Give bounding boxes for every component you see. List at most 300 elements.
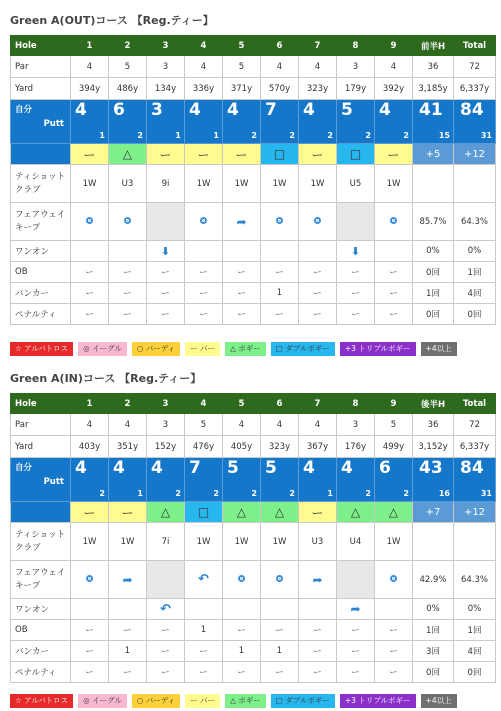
bunker-cell: ー bbox=[147, 641, 185, 662]
tee-club-cell: 1W bbox=[375, 165, 413, 203]
fairway-cell bbox=[109, 561, 147, 599]
fairway-half: 42.9% bbox=[413, 561, 454, 599]
stroke-count: 7 bbox=[189, 458, 201, 478]
tee-club-cell: 1W bbox=[223, 523, 261, 561]
yard-cell: 486y bbox=[109, 78, 147, 100]
ob-cell: ー bbox=[223, 262, 261, 283]
total-header: Total bbox=[454, 394, 496, 414]
ob-cell: ー bbox=[375, 620, 413, 641]
putt-count: 1 bbox=[213, 131, 219, 140]
result-mark-par: ー bbox=[223, 144, 261, 165]
one-on-cell bbox=[71, 241, 109, 262]
score-row bbox=[11, 458, 496, 502]
score-legend bbox=[10, 694, 457, 708]
result-mark-par: ー bbox=[71, 144, 109, 165]
ob-cell: ー bbox=[147, 262, 185, 283]
legend-dbl: □ ダブルボギー bbox=[271, 694, 335, 708]
hole-number: 6 bbox=[261, 36, 299, 56]
putt-count: 2 bbox=[403, 131, 409, 140]
hole-number: 9 bbox=[375, 36, 413, 56]
fairway-keep-icon bbox=[238, 575, 245, 582]
yard-row bbox=[11, 436, 496, 458]
one-on-cell bbox=[185, 599, 223, 620]
half-strokes: 43 bbox=[419, 458, 443, 478]
ob-cell: ー bbox=[185, 262, 223, 283]
par-cell: 4 bbox=[299, 414, 337, 436]
penalty-row bbox=[11, 304, 496, 325]
penalty-row bbox=[11, 662, 496, 683]
ob-cell: ー bbox=[299, 262, 337, 283]
putt-count: 1 bbox=[327, 489, 333, 498]
tee-club-cell: 1W bbox=[185, 165, 223, 203]
total-strokes: 84 bbox=[460, 100, 484, 120]
penalty-cell: ー bbox=[147, 662, 185, 683]
hole-number: 1 bbox=[71, 36, 109, 56]
bunker-cell: 1 bbox=[261, 641, 299, 662]
yard-cell: 323y bbox=[299, 78, 337, 100]
mark-label-cell bbox=[11, 502, 71, 523]
tee-half-empty bbox=[413, 165, 454, 203]
yard-cell: 405y bbox=[223, 436, 261, 458]
putt-count: 1 bbox=[137, 489, 143, 498]
ob-cell: ー bbox=[261, 620, 299, 641]
score-cell[interactable] bbox=[299, 100, 337, 144]
bunker-cell: ー bbox=[299, 641, 337, 662]
one-on-cell bbox=[299, 241, 337, 262]
penalty-cell: ー bbox=[261, 662, 299, 683]
yard-label: Yard bbox=[11, 78, 71, 100]
yard-total: 6,337y bbox=[454, 78, 496, 100]
ob-half: 0回 bbox=[413, 262, 454, 283]
stroke-count: 4 bbox=[303, 458, 315, 478]
penalty-cell: ー bbox=[185, 304, 223, 325]
score-cell[interactable] bbox=[71, 100, 109, 144]
one-on-cell bbox=[337, 599, 375, 620]
one-on-cell bbox=[185, 241, 223, 262]
short-arrow-icon: ⬇ bbox=[350, 244, 361, 258]
one-on-half: 0% bbox=[413, 599, 454, 620]
yard-cell: 336y bbox=[185, 78, 223, 100]
hole-number: 3 bbox=[147, 36, 185, 56]
one-on-cell bbox=[299, 599, 337, 620]
fairway-cell bbox=[71, 561, 109, 599]
hole-number: 6 bbox=[261, 394, 299, 414]
score-cell[interactable] bbox=[109, 458, 147, 502]
bunker-total: 4回 bbox=[454, 283, 496, 304]
ob-label: OB bbox=[11, 620, 71, 641]
one-on-cell bbox=[337, 241, 375, 262]
yard-cell: 403y bbox=[71, 436, 109, 458]
tee-club-cell: U3 bbox=[109, 165, 147, 203]
ob-total: 1回 bbox=[454, 620, 496, 641]
stroke-count: 4 bbox=[379, 100, 391, 120]
hole-number: 5 bbox=[223, 394, 261, 414]
result-mark-bogey: △ bbox=[375, 502, 413, 523]
mark-label-cell bbox=[11, 144, 71, 165]
one-on-cell bbox=[223, 241, 261, 262]
legend-alb: ☆ アルバトロス bbox=[10, 694, 73, 708]
total-putts: 31 bbox=[480, 131, 492, 140]
score-cell[interactable] bbox=[147, 458, 185, 502]
result-mark-par: ー bbox=[375, 144, 413, 165]
legend-par: ー パー bbox=[185, 694, 220, 708]
tee-club-cell: 1W bbox=[299, 165, 337, 203]
yard-cell: 323y bbox=[261, 436, 299, 458]
putt-count: 2 bbox=[213, 489, 219, 498]
par-cell: 4 bbox=[375, 56, 413, 78]
ob-cell: ー bbox=[109, 620, 147, 641]
score-cell[interactable] bbox=[337, 458, 375, 502]
par-cell: 4 bbox=[109, 414, 147, 436]
putt-count: 2 bbox=[251, 489, 257, 498]
one-on-cell bbox=[261, 241, 299, 262]
section-title: Green A(IN)コース 【Reg.ティー】 bbox=[10, 372, 202, 385]
yard-cell: 394y bbox=[71, 78, 109, 100]
half-header: 前半H bbox=[413, 36, 454, 56]
stroke-count: 5 bbox=[341, 100, 353, 120]
hole-number: 9 bbox=[375, 394, 413, 414]
par-cell: 5 bbox=[223, 56, 261, 78]
tee-club-cell: 1W bbox=[375, 523, 413, 561]
legend-4p: +4以上 bbox=[421, 694, 457, 708]
stroke-count: 5 bbox=[227, 458, 239, 478]
bunker-cell: ー bbox=[337, 283, 375, 304]
miss-left-arrow-icon: ↶ bbox=[198, 572, 209, 587]
tee-club-cell: 1W bbox=[223, 165, 261, 203]
putt-count: 2 bbox=[99, 489, 105, 498]
scorecard-table bbox=[10, 393, 496, 683]
putt-count: 2 bbox=[403, 489, 409, 498]
fairway-cell bbox=[185, 203, 223, 241]
par-cell: 4 bbox=[261, 56, 299, 78]
yard-total: 6,337y bbox=[454, 436, 496, 458]
bunker-row bbox=[11, 283, 496, 304]
penalty-label: ペナルティ bbox=[11, 662, 71, 683]
hole-label: Hole bbox=[11, 394, 71, 414]
bunker-cell: ー bbox=[223, 283, 261, 304]
tee-club-label: ティショット クラブ bbox=[11, 165, 71, 203]
hole-number: 2 bbox=[109, 394, 147, 414]
one-on-cell bbox=[71, 599, 109, 620]
fairway-cell bbox=[147, 203, 185, 241]
bunker-total: 4回 bbox=[454, 641, 496, 662]
one-on-row bbox=[11, 599, 496, 620]
fairway-cell bbox=[261, 203, 299, 241]
ob-row bbox=[11, 620, 496, 641]
hole-number: 8 bbox=[337, 394, 375, 414]
fairway-keep-icon bbox=[276, 575, 283, 582]
yard-cell: 176y bbox=[337, 436, 375, 458]
result-mark-par: ー bbox=[147, 144, 185, 165]
one-on-cell bbox=[223, 599, 261, 620]
legend-tri: +3 トリプルボギー bbox=[340, 694, 416, 708]
legend-bir: ○ バーディ bbox=[132, 694, 180, 708]
legend-bir: ○ バーディ bbox=[132, 342, 180, 356]
putt-count: 2 bbox=[289, 489, 295, 498]
fairway-cell bbox=[337, 203, 375, 241]
result-mark-par: ー bbox=[71, 502, 109, 523]
fairway-total: 64.3% bbox=[454, 561, 496, 599]
penalty-cell: ー bbox=[375, 304, 413, 325]
putt-count: 2 bbox=[327, 131, 333, 140]
ob-cell: ー bbox=[71, 262, 109, 283]
score-cell[interactable] bbox=[261, 458, 299, 502]
half-putts: 16 bbox=[438, 489, 450, 498]
hole-number: 5 bbox=[223, 36, 261, 56]
fairway-cell bbox=[299, 203, 337, 241]
hole-number: 2 bbox=[109, 36, 147, 56]
fairway-keep-icon bbox=[276, 217, 283, 224]
result-mark-bogey: △ bbox=[109, 144, 147, 165]
bunker-cell: ー bbox=[185, 641, 223, 662]
half-score-cell bbox=[413, 458, 454, 502]
ob-cell: ー bbox=[299, 620, 337, 641]
stroke-count: 5 bbox=[265, 458, 277, 478]
stroke-count: 4 bbox=[303, 100, 315, 120]
score-cell[interactable] bbox=[261, 100, 299, 144]
half-score-cell bbox=[413, 100, 454, 144]
score-cell[interactable] bbox=[71, 458, 109, 502]
ob-cell: ー bbox=[337, 620, 375, 641]
bunker-cell: ー bbox=[375, 283, 413, 304]
tee-club-cell: 1W bbox=[71, 165, 109, 203]
fairway-keep-icon bbox=[86, 575, 93, 582]
hole-number: 7 bbox=[299, 36, 337, 56]
one-on-total: 0% bbox=[454, 599, 496, 620]
one-on-label: ワンオン bbox=[11, 241, 71, 262]
fairway-label: フェアウェイ キープ bbox=[11, 203, 71, 241]
fairway-keep-icon bbox=[200, 217, 207, 224]
stroke-count: 4 bbox=[75, 100, 87, 120]
score-cell[interactable] bbox=[147, 100, 185, 144]
hole-label: Hole bbox=[11, 36, 71, 56]
half-putts: 15 bbox=[438, 131, 450, 140]
one-on-label: ワンオン bbox=[11, 599, 71, 620]
miss-right-arrow-icon: ➦ bbox=[350, 602, 361, 616]
bunker-cell: ー bbox=[109, 283, 147, 304]
putt-count: 2 bbox=[137, 131, 143, 140]
par-cell: 4 bbox=[71, 414, 109, 436]
fairway-cell bbox=[337, 561, 375, 599]
penalty-cell: ー bbox=[223, 304, 261, 325]
penalty-cell: ー bbox=[109, 662, 147, 683]
fairway-total: 64.3% bbox=[454, 203, 496, 241]
penalty-total: 0回 bbox=[454, 304, 496, 325]
result-mark-par: ー bbox=[299, 144, 337, 165]
fairway-cell bbox=[375, 203, 413, 241]
tee-total-empty bbox=[454, 165, 496, 203]
total-over-par: +12 bbox=[454, 502, 496, 523]
penalty-cell: ー bbox=[109, 304, 147, 325]
miss-right-arrow-icon: ➦ bbox=[312, 572, 323, 587]
one-on-cell bbox=[147, 241, 185, 262]
miss-right-arrow-icon: ➦ bbox=[236, 214, 247, 229]
penalty-cell: ー bbox=[261, 304, 299, 325]
score-cell[interactable] bbox=[109, 100, 147, 144]
yard-cell: 476y bbox=[185, 436, 223, 458]
bunker-label: バンカー bbox=[11, 641, 71, 662]
result-mark-row bbox=[11, 144, 496, 165]
ob-cell: ー bbox=[337, 262, 375, 283]
yard-label: Yard bbox=[11, 436, 71, 458]
tee-club-label: ティショット クラブ bbox=[11, 523, 71, 561]
fairway-label: フェアウェイ キープ bbox=[11, 561, 71, 599]
tee-club-cell: 1W bbox=[261, 165, 299, 203]
yard-cell: 179y bbox=[337, 78, 375, 100]
par-cell: 3 bbox=[337, 414, 375, 436]
one-on-total: 0% bbox=[454, 241, 496, 262]
yard-cell: 371y bbox=[223, 78, 261, 100]
fairway-cell bbox=[299, 561, 337, 599]
ob-cell: ー bbox=[109, 262, 147, 283]
fairway-row bbox=[11, 561, 496, 599]
bunker-cell: ー bbox=[185, 283, 223, 304]
score-cell[interactable] bbox=[337, 100, 375, 144]
yard-cell: 570y bbox=[261, 78, 299, 100]
stroke-count: 6 bbox=[379, 458, 391, 478]
total-score-cell bbox=[454, 458, 496, 502]
one-on-cell bbox=[109, 241, 147, 262]
fairway-cell bbox=[375, 561, 413, 599]
putt-count: 2 bbox=[365, 489, 371, 498]
bunker-cell: 1 bbox=[223, 641, 261, 662]
stroke-count: 4 bbox=[227, 100, 239, 120]
ob-cell: ー bbox=[147, 620, 185, 641]
stroke-count: 3 bbox=[151, 100, 163, 120]
hole-number: 1 bbox=[71, 394, 109, 414]
bunker-cell: ー bbox=[71, 641, 109, 662]
player-label: 自分 bbox=[15, 463, 33, 473]
ob-total: 1回 bbox=[454, 262, 496, 283]
legend-dbl: □ ダブルボギー bbox=[271, 342, 335, 356]
one-on-half: 0% bbox=[413, 241, 454, 262]
score-cell[interactable] bbox=[223, 458, 261, 502]
hole-number: 8 bbox=[337, 36, 375, 56]
par-half: 36 bbox=[413, 414, 454, 436]
par-cell: 4 bbox=[299, 56, 337, 78]
par-cell: 5 bbox=[109, 56, 147, 78]
par-row bbox=[11, 414, 496, 436]
ob-row bbox=[11, 262, 496, 283]
fairway-keep-icon bbox=[390, 575, 397, 582]
one-on-row bbox=[11, 241, 496, 262]
par-total: 72 bbox=[454, 56, 496, 78]
one-on-cell bbox=[261, 599, 299, 620]
bunker-row bbox=[11, 641, 496, 662]
putt-count: 1 bbox=[99, 131, 105, 140]
penalty-cell: ー bbox=[223, 662, 261, 683]
bunker-cell: 1 bbox=[261, 283, 299, 304]
result-mark-bogey: △ bbox=[337, 502, 375, 523]
fairway-keep-icon bbox=[390, 217, 397, 224]
hole-number: 3 bbox=[147, 394, 185, 414]
total-putts: 31 bbox=[480, 489, 492, 498]
penalty-total: 0回 bbox=[454, 662, 496, 683]
score-row bbox=[11, 100, 496, 144]
half-over-par: +5 bbox=[413, 144, 454, 165]
bunker-cell: ー bbox=[147, 283, 185, 304]
score-cell[interactable] bbox=[299, 458, 337, 502]
bunker-cell: 1 bbox=[109, 641, 147, 662]
legend-bog: △ ボギー bbox=[225, 694, 266, 708]
tee-club-cell: 7i bbox=[147, 523, 185, 561]
score-cell[interactable] bbox=[375, 100, 413, 144]
par-row bbox=[11, 56, 496, 78]
tee-club-row bbox=[11, 165, 496, 203]
fairway-keep-icon bbox=[124, 217, 131, 224]
tee-club-row bbox=[11, 523, 496, 561]
yard-row bbox=[11, 78, 496, 100]
penalty-cell: ー bbox=[299, 304, 337, 325]
tee-club-cell: U5 bbox=[337, 165, 375, 203]
fairway-keep-icon bbox=[314, 217, 321, 224]
tee-club-cell: 1W bbox=[261, 523, 299, 561]
par-cell: 3 bbox=[147, 414, 185, 436]
result-mark-par: ー bbox=[185, 144, 223, 165]
putt-label: Putt bbox=[43, 477, 64, 487]
result-mark-double: □ bbox=[261, 144, 299, 165]
yard-half: 3,152y bbox=[413, 436, 454, 458]
penalty-cell: ー bbox=[147, 304, 185, 325]
par-label: Par bbox=[11, 56, 71, 78]
penalty-cell: ー bbox=[337, 304, 375, 325]
one-on-cell bbox=[147, 599, 185, 620]
score-cell[interactable] bbox=[223, 100, 261, 144]
scorecard-table bbox=[10, 35, 496, 325]
ob-half: 1回 bbox=[413, 620, 454, 641]
penalty-cell: ー bbox=[299, 662, 337, 683]
score-cell[interactable] bbox=[375, 458, 413, 502]
fairway-cell bbox=[147, 561, 185, 599]
putt-count: 2 bbox=[365, 131, 371, 140]
par-total: 72 bbox=[454, 414, 496, 436]
half-strokes: 41 bbox=[419, 100, 443, 120]
stroke-count: 4 bbox=[75, 458, 87, 478]
bunker-half: 3回 bbox=[413, 641, 454, 662]
yard-cell: 134y bbox=[147, 78, 185, 100]
ob-cell: ー bbox=[375, 262, 413, 283]
section-title: Green A(OUT)コース 【Reg.ティー】 bbox=[10, 14, 214, 27]
player-label: 自分 bbox=[15, 105, 33, 115]
par-cell: 5 bbox=[375, 414, 413, 436]
miss-left-arrow-icon: ↶ bbox=[160, 601, 171, 617]
total-header: Total bbox=[454, 36, 496, 56]
legend-eag: ◎ イーグル bbox=[78, 694, 127, 708]
score-cell[interactable] bbox=[185, 458, 223, 502]
score-cell[interactable] bbox=[185, 100, 223, 144]
par-cell: 3 bbox=[147, 56, 185, 78]
legend-4p: +4以上 bbox=[421, 342, 457, 356]
one-on-cell bbox=[109, 599, 147, 620]
result-mark-double: □ bbox=[337, 144, 375, 165]
short-arrow-icon: ⬇ bbox=[160, 244, 171, 258]
total-strokes: 84 bbox=[460, 458, 484, 478]
fairway-half: 85.7% bbox=[413, 203, 454, 241]
result-mark-bogey: △ bbox=[147, 502, 185, 523]
penalty-cell: ー bbox=[185, 662, 223, 683]
yard-cell: 499y bbox=[375, 436, 413, 458]
fairway-cell bbox=[185, 561, 223, 599]
par-label: Par bbox=[11, 414, 71, 436]
par-cell: 5 bbox=[185, 414, 223, 436]
score-label-cell bbox=[11, 458, 71, 502]
tee-club-cell: 1W bbox=[71, 523, 109, 561]
total-over-par: +12 bbox=[454, 144, 496, 165]
bunker-cell: ー bbox=[375, 641, 413, 662]
result-mark-bogey: △ bbox=[261, 502, 299, 523]
half-header: 後半H bbox=[413, 394, 454, 414]
ob-cell: ー bbox=[71, 620, 109, 641]
